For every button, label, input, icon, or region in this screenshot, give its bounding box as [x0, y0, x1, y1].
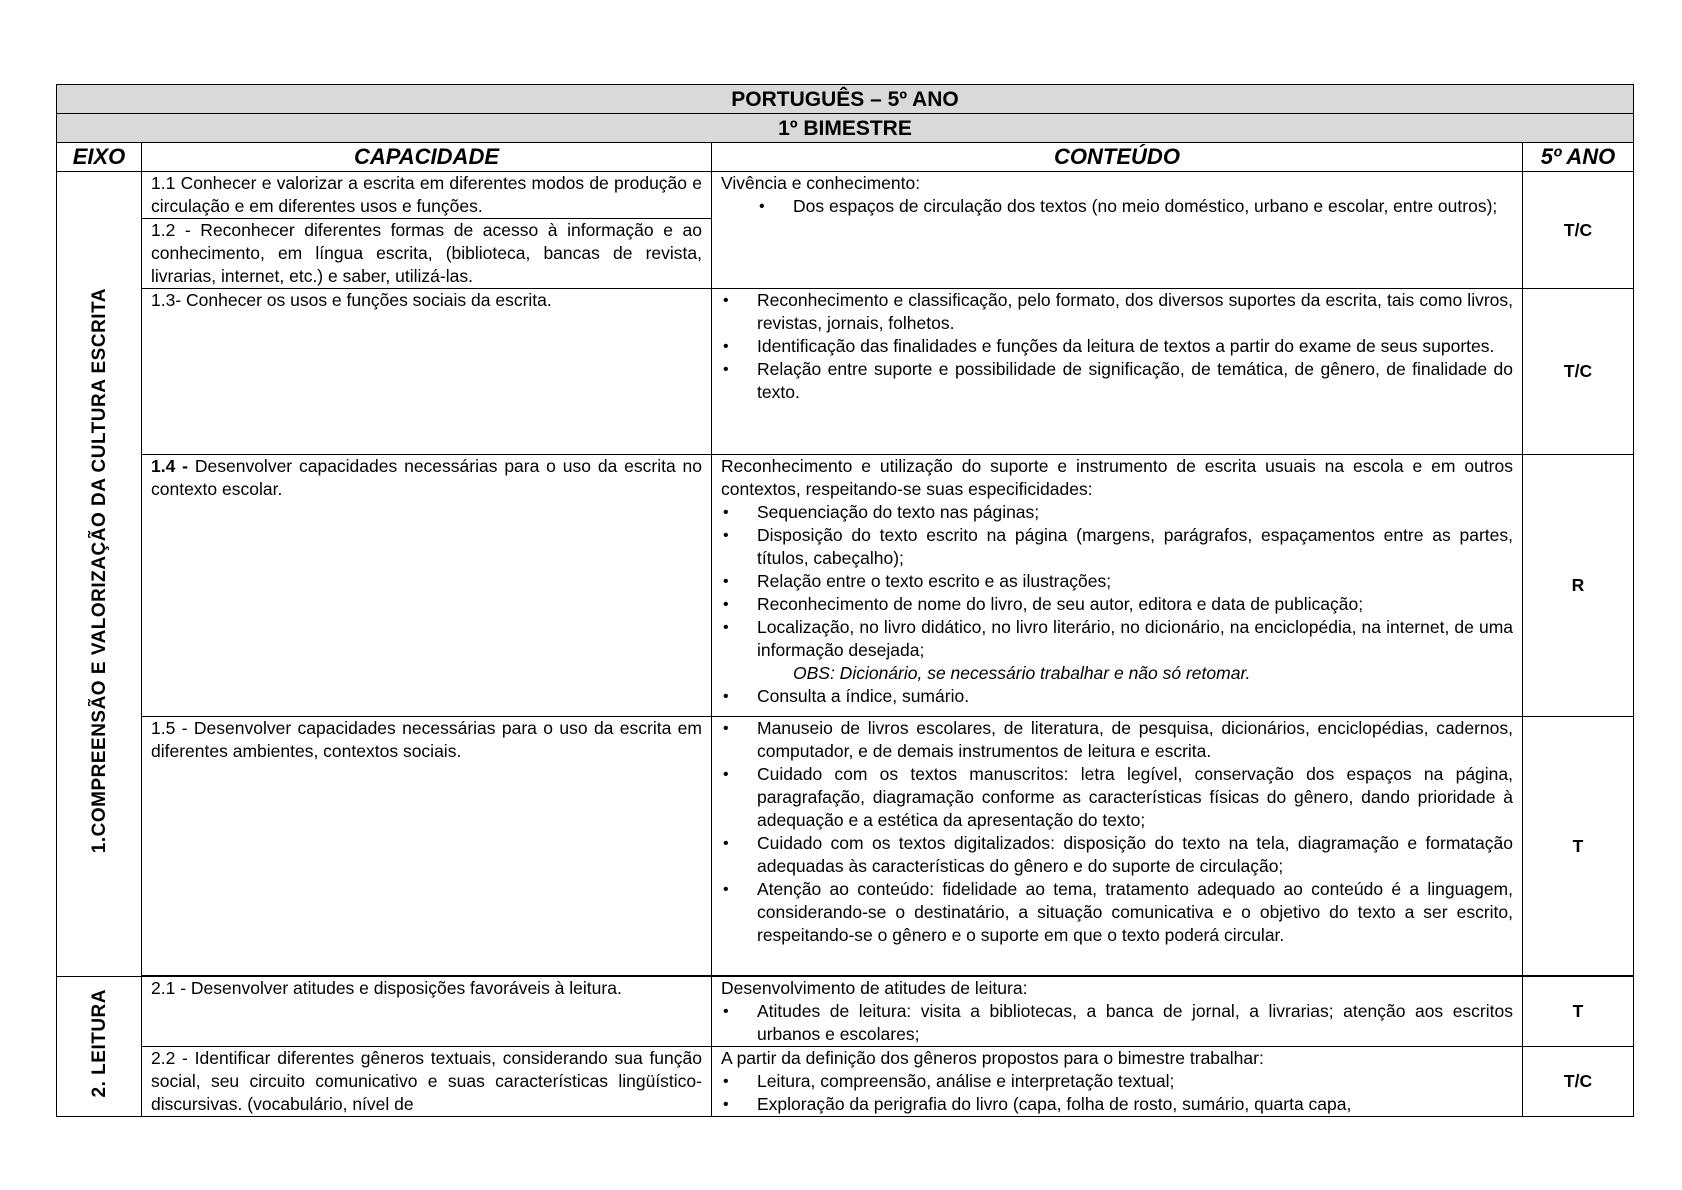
list-item: • Relação entre suporte e possibilidade de significação, de temática, de gênero, de finalidade do texto.	[757, 358, 1513, 404]
ano-value: T/C	[1523, 1047, 1634, 1117]
eixo-cell-1	[57, 172, 142, 977]
table-row	[57, 1047, 1634, 1117]
curriculum-table	[56, 84, 1634, 1117]
capacidade-2-1: 2.1 - Desenvolver atitudes e disposições favoráveis à leitura.	[142, 977, 712, 1047]
capacidade-2-2	[142, 1047, 712, 1117]
list-item: • Reconhecimento e classificação, pelo formato, dos diversos suportes da escrita, tais como livros, revistas, jornais, folhetos.	[757, 289, 1513, 335]
obs-note: OBS: Dicionário, se necessário trabalhar e não só retomar.	[793, 663, 1251, 683]
ano-value: T/C	[1523, 172, 1634, 289]
bimester-title: 1º BIMESTRE	[57, 114, 1634, 143]
eixo-cell-2	[57, 977, 142, 1117]
capacidade-text: 2.2 - Identificar diferentes gêneros textuais, considerando sua função social, seu circuito comunicativo e suas características lingüístico-discursivas. (vocabulário, nível de	[151, 1048, 702, 1114]
ano-value: R	[1523, 455, 1634, 717]
document-title: PORTUGUÊS – 5º ANO	[57, 85, 1634, 114]
header-capacidade: CAPACIDADE	[142, 143, 712, 172]
table-row	[57, 455, 1634, 717]
list-item: • Exploração da perigrafia do livro (capa, folha de rosto, sumário, quarta capa,	[757, 1093, 1513, 1116]
conteudo-clip	[721, 1047, 1513, 1116]
table-row	[57, 977, 1634, 1047]
list-item: • Localização, no livro didático, no livro literário, no dicionário, na enciclopédia, na internet, de uma informação desejada;	[757, 616, 1513, 662]
list-item: • Dos espaços de circulação dos textos (no meio doméstico, urbano e escolar, entre outros);	[793, 195, 1513, 218]
table-row	[57, 289, 1634, 455]
list-item: • Reconhecimento de nome do livro, de seu autor, editora e data de publicação;	[757, 593, 1513, 616]
list-item: • Consulta a índice, sumário.	[757, 685, 1513, 708]
conteudo-intro: A partir da definição dos gêneros propostos para o bimestre trabalhar:	[721, 1048, 1264, 1068]
header-eixo: EIXO	[57, 143, 142, 172]
list-item: • Atitudes de leitura: visita a bibliotecas, a banca de jornal, a livrarias; atenção aos escritos urbanos e escolares;	[757, 1000, 1513, 1046]
list-item: • Disposição do texto escrito na página (margens, parágrafos, espaçamentos entre as partes, títulos, cabeçalho);	[757, 524, 1513, 570]
conteudo-intro: Reconhecimento e utilização do suporte e instrumento de escrita usuais na escola e em outros contextos, respeitando-se suas especificidades:	[721, 456, 1513, 499]
conteudo-3	[712, 455, 1523, 717]
eixo-label-2: 2. LEITURA	[88, 989, 110, 1098]
conteudo-4	[712, 717, 1523, 976]
list-item: • Cuidado com os textos manuscritos: letra legível, conservação dos espaços na página, paragrafação, diagramação conforme as características físicas do gênero, dando prioridade à adequação e a estética da apresentação do texto;	[757, 763, 1513, 832]
ano-value: T	[1523, 977, 1634, 1047]
list-item: • Relação entre o texto escrito e as ilustrações;	[757, 570, 1513, 593]
conteudo-2	[712, 289, 1523, 455]
list-item: • Manuseio de livros escolares, de literatura, de pesquisa, dicionários, enciclopédias, cadernos, computador, e de demais instrumentos de leitura e escrita.	[757, 717, 1513, 763]
capacidade-1-3: 1.3- Conhecer os usos e funções sociais da escrita.	[142, 289, 712, 455]
list-item: • Leitura, compreensão, análise e interpretação textual;	[757, 1070, 1513, 1093]
capacidade-number: 1.4 -	[151, 456, 189, 476]
capacidade-1-1: 1.1 Conhecer e valorizar a escrita em diferentes modos de produção e circulação e em diferentes usos e funções.	[142, 172, 712, 219]
list-item: • Sequenciação do texto nas páginas;	[757, 501, 1513, 524]
eixo-label-1: 1.COMPREENSÃO E VALORIZAÇÃO DA CULTURA ESCRITA	[88, 288, 110, 854]
ano-value: T/C	[1523, 289, 1634, 455]
table-row	[57, 172, 1634, 219]
conteudo-intro: Vivência e conhecimento:	[721, 173, 921, 193]
capacidade-1-2: 1.2 - Reconhecer diferentes formas de acesso à informação e ao conhecimento, em língua escrita, (biblioteca, bancas de revista, livrarias, internet, etc.) e saber, utilizá-las.	[142, 219, 712, 289]
conteudo-6	[712, 1047, 1523, 1117]
table-row	[57, 717, 1634, 976]
conteudo-1	[712, 172, 1523, 289]
list-item: • Atenção ao conteúdo: fidelidade ao tema, tratamento adequado ao conteúdo é a linguagem, considerando-se o destinatário, a situação comunicativa e o objetivo do texto a ser escrito, respeitando-se o gênero e o suporte em que o texto poderá circular.	[757, 878, 1513, 947]
list-item: • Cuidado com os textos digitalizados: disposição do texto na tela, diagramação e formatação adequadas às características do gênero e do suporte de circulação;	[757, 832, 1513, 878]
header-ano: 5º ANO	[1523, 143, 1634, 172]
capacidade-1-5: 1.5 - Desenvolver capacidades necessárias para o uso da escrita em diferentes ambientes, contextos sociais.	[142, 717, 712, 976]
conteudo-intro: Desenvolvimento de atitudes de leitura:	[721, 978, 1028, 998]
conteudo-5	[712, 977, 1523, 1047]
ano-value: T	[1523, 717, 1634, 976]
capacidade-text: Desenvolver capacidades necessárias para o uso da escrita no contexto escolar.	[151, 456, 702, 499]
list-item: • Identificação das finalidades e funções da leitura de textos a partir do exame de seus suportes.	[757, 335, 1513, 358]
capacidade-1-4	[142, 455, 712, 717]
header-conteudo: CONTEÚDO	[712, 143, 1523, 172]
